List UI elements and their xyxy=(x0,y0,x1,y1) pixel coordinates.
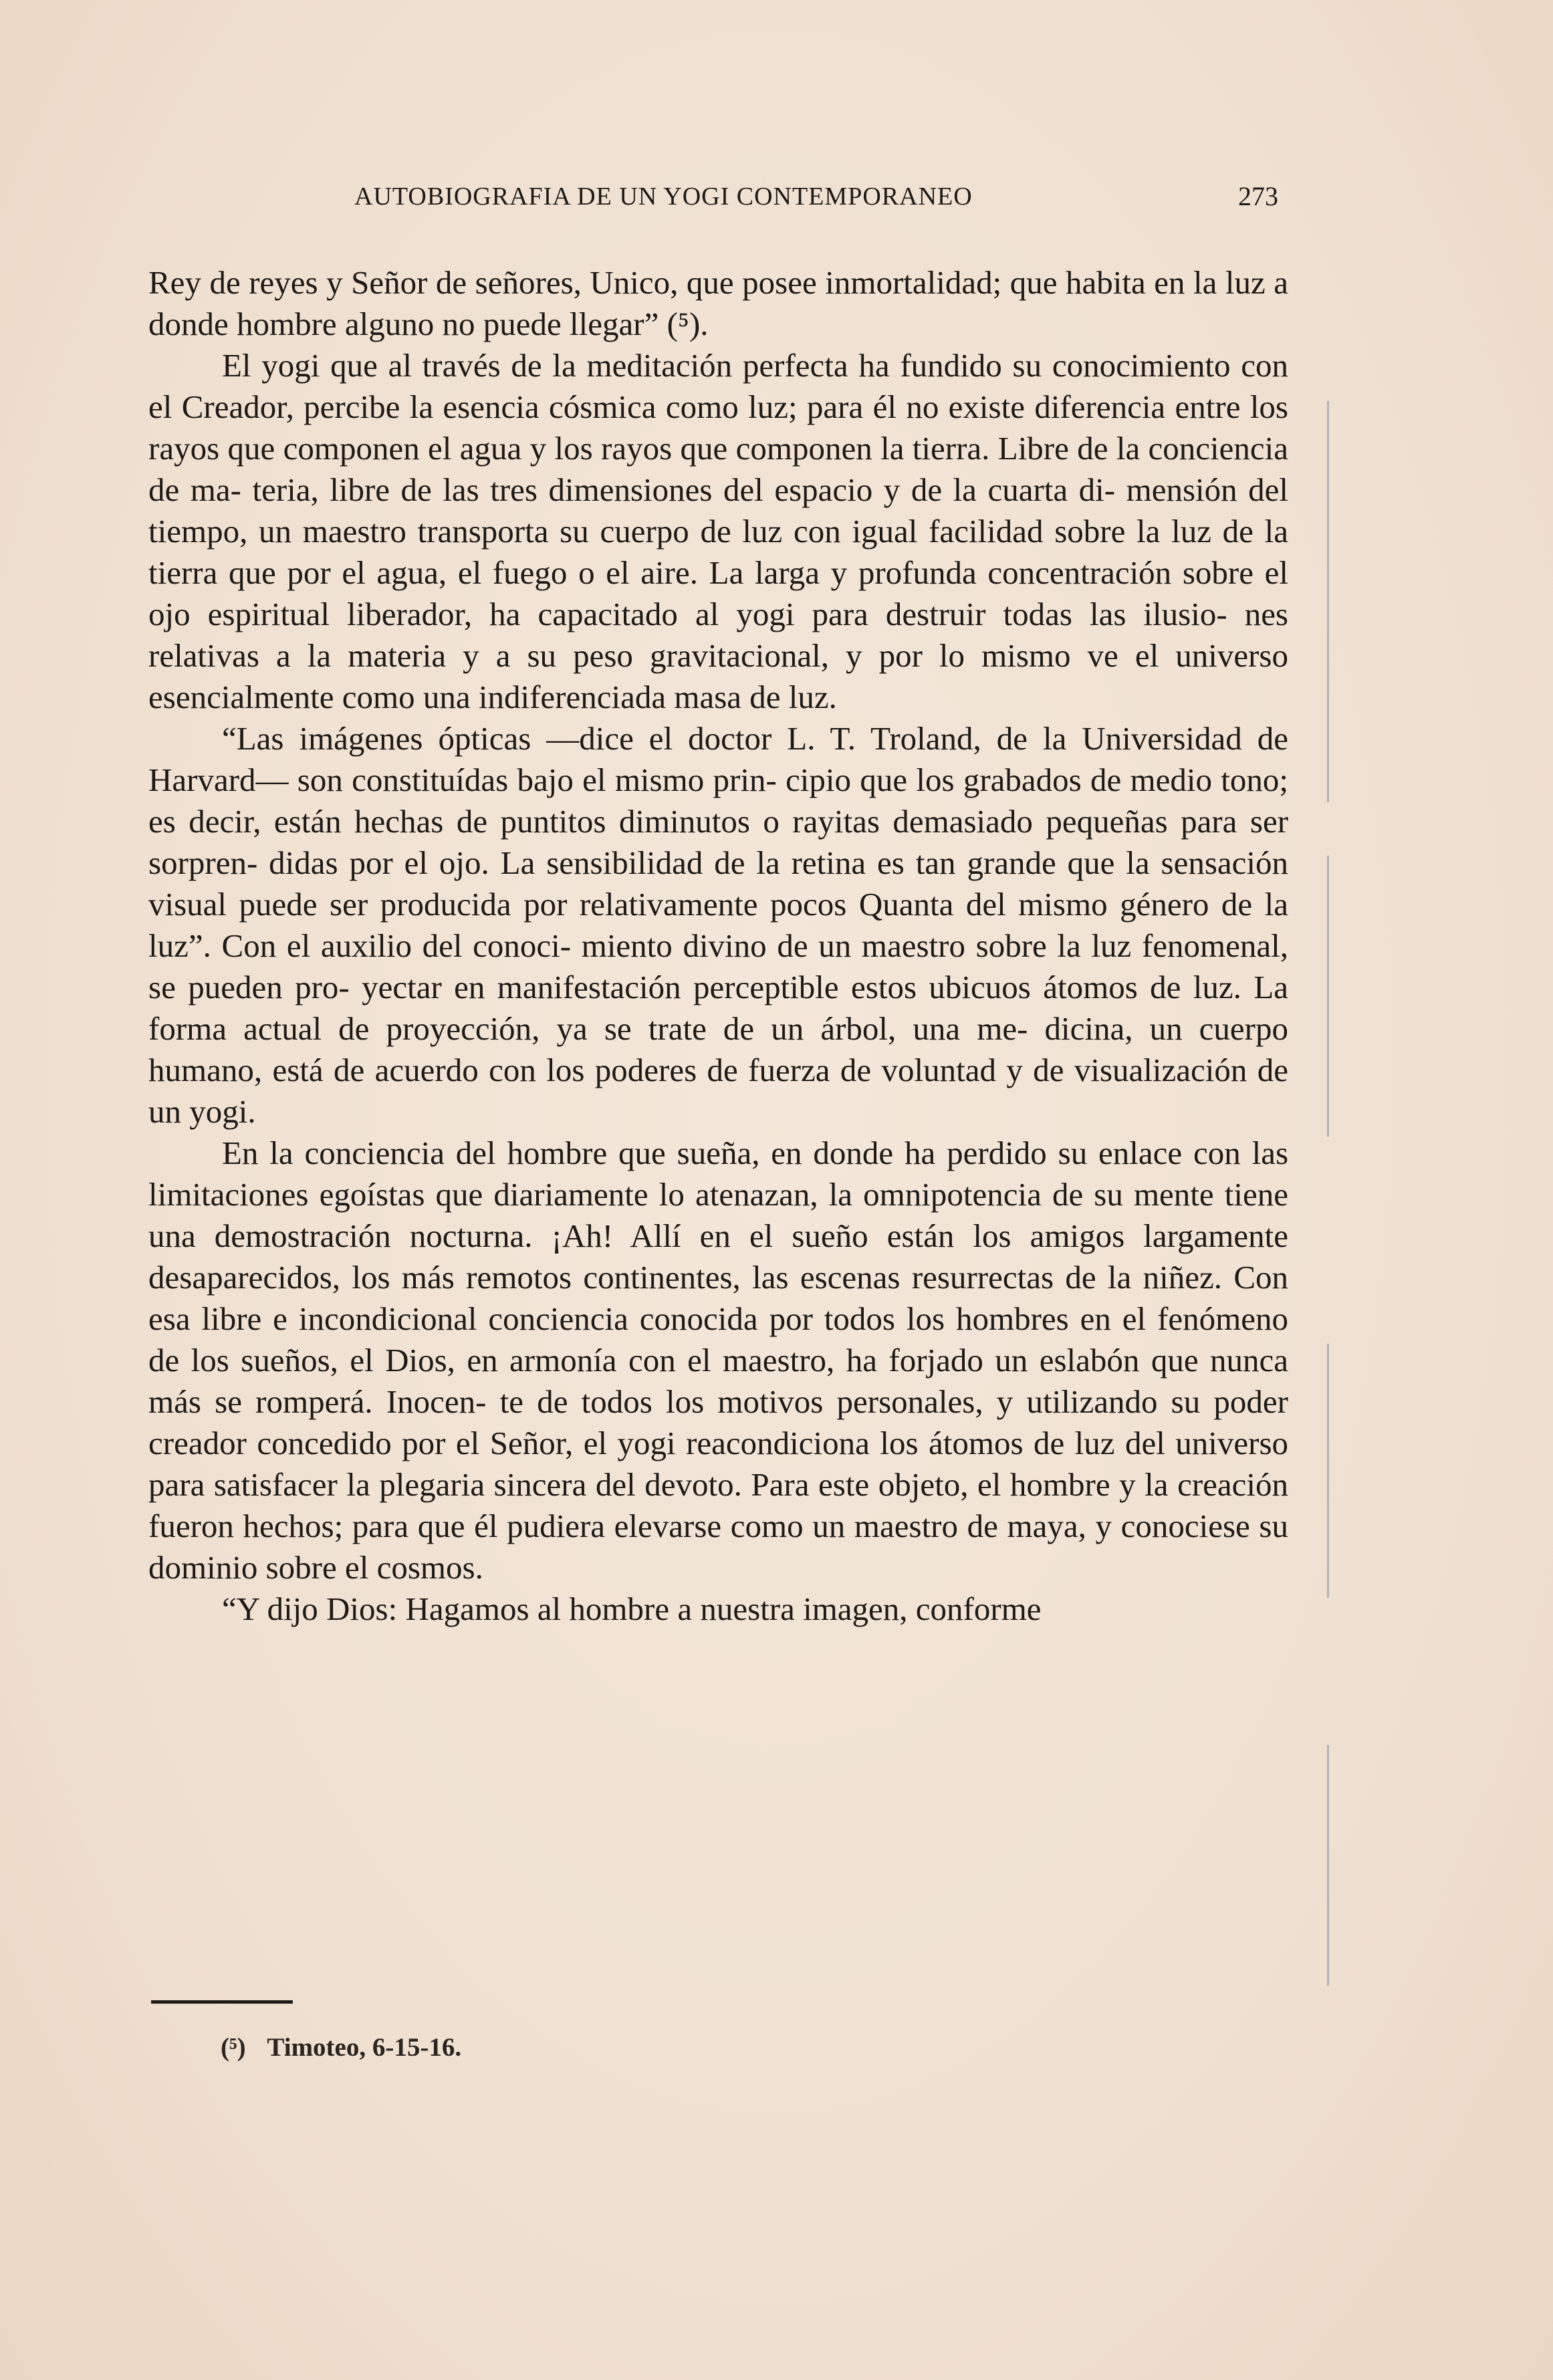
running-head: AUTOBIOGRAFIA DE UN YOGI CONTEMPORANEO xyxy=(354,183,973,211)
footnote-text: Timoteo, 6-15-16. xyxy=(267,2033,462,2062)
text-line: igual facilidad sobre la luz de la tierra que por el agua, el fuego xyxy=(148,513,1288,591)
text-line: la omnipotencia de su mente tiene una demostración nocturna. xyxy=(148,1176,1288,1254)
text-line: maestro, ha forjado un eslabón que nunca más se romperá. Inocen- xyxy=(148,1342,1288,1420)
margin-pencil-mark xyxy=(1327,1745,1329,1986)
text-line: dicina, un cuerpo humano, está de acuerdo con los poderes de xyxy=(148,1010,1288,1088)
text-line: te de todos los motivos personales, y utilizando su poder creador xyxy=(148,1383,1288,1461)
text-line: “Las imágenes ópticas —dice el doctor L. T. Troland, de la xyxy=(222,720,1067,757)
text-line: ¡Ah! Allí en el sueño están los amigos largamente desaparecidos, xyxy=(148,1217,1288,1296)
margin-pencil-mark xyxy=(1327,1344,1329,1598)
text-line: o el aire. La larga y profunda concentración sobre el ojo espiritual xyxy=(148,554,1288,632)
paragraph xyxy=(148,1588,1288,1630)
paragraph xyxy=(148,718,1288,1133)
footnote-marker: (⁵) xyxy=(221,2033,246,2062)
text-line: conocimiento con el Creador, percibe la esencia cósmica como luz; xyxy=(148,347,1289,425)
text-line: “Y dijo Dios: Hagamos al hombre a nuestra imagen, conforme xyxy=(222,1590,1042,1627)
text-line: En la conciencia del hombre que sueña, en donde ha perdido xyxy=(222,1135,1047,1171)
text-line: y los rayos que componen la tierra. Libre de la conciencia de ma- xyxy=(148,430,1289,508)
text-line: este objeto, el hombre y la creación fueron hechos; para que él xyxy=(148,1466,1288,1544)
margin-pencil-mark xyxy=(1327,401,1329,802)
footnote-divider xyxy=(151,2000,293,2004)
text-line: mismo ve el universo esencialmente como una indiferenciada masa xyxy=(148,637,1288,715)
text-line: los más remotos continentes, las escenas resurrectas de la niñez. xyxy=(352,1259,1222,1296)
body-text xyxy=(148,262,1288,1630)
text-line: teria, libre de las tres dimensiones del espacio y de la cuarta di- xyxy=(252,471,1116,508)
text-line: del universo para satisfacer la plegaria sincera del devoto. Para xyxy=(148,1425,1289,1503)
text-line: Con esa libre e incondicional conciencia conocida por todos los xyxy=(148,1259,1289,1337)
text-line: la sensación visual puede ser producida por relativamente pocos xyxy=(148,844,1289,923)
text-line: liberador, ha capacitado al yogi para destruir todas las ilusio- xyxy=(347,596,1227,632)
paragraph xyxy=(148,345,1288,718)
text-line: El yogi que al través de la meditación perfecta ha fundido su xyxy=(222,347,1042,384)
text-line: de luz. xyxy=(749,679,837,715)
text-line: didas por el ojo. La sensibilidad de la retina es tan grande que xyxy=(269,844,1115,881)
text-line: pudiera elevarse como un maestro de maya, y conociese su dominio xyxy=(148,1508,1288,1586)
text-line: hombres en el fenómeno de los sueños, el Dios, en armonía con el xyxy=(148,1300,1288,1379)
text-line: para él no existe diferencia entre los rayos que componen el agua xyxy=(148,388,1289,467)
text-line: La forma actual de proyección, ya se trate de un árbol, una me- xyxy=(148,969,1289,1047)
text-line: Quanta del mismo género de la luz”. Con el auxilio del conoci- xyxy=(148,886,1289,964)
text-line: concedido por el Señor, el yogi reacondiciona los átomos de luz xyxy=(257,1425,1115,1461)
text-line: nes relativas a la materia y a su peso gravitacional, y por lo xyxy=(148,596,1289,674)
text-line: sobre el cosmos. xyxy=(265,1549,483,1586)
paragraph xyxy=(148,1133,1288,1588)
paragraph xyxy=(148,262,1288,345)
text-line: Rey de reyes y Señor de señores, Unico, que posee inmortalidad; xyxy=(148,264,1002,301)
margin-pencil-mark xyxy=(1327,856,1329,1137)
footnote xyxy=(221,2032,461,2062)
text-line: puntitos diminutos o rayitas demasiado pequeñas para ser sorpren- xyxy=(148,803,1289,881)
page-number: 273 xyxy=(1238,181,1278,211)
text-line: mensión del tiempo, un maestro transporta su cuerpo de luz con xyxy=(148,471,1288,550)
text-line: cipio que los grabados de medio tono; es decir, están hechas de xyxy=(148,761,1289,840)
text-line: fuerza de voluntad y de visualización de un yogi. xyxy=(148,1052,1289,1130)
text-line: su enlace con las limitaciones egoístas que diariamente lo atenazan, xyxy=(148,1135,1289,1213)
text-line: yectar en manifestación perceptible estos ubicuos átomos de luz. xyxy=(362,969,1241,1005)
text-line: Universidad de Harvard— son constituídas bajo el mismo prin- xyxy=(148,720,1288,798)
text-line: miento divino de un maestro sobre la luz fenomenal, se pueden pro- xyxy=(148,927,1288,1005)
text-line: que habita en la luz a donde hombre alguno no puede llegar” (⁵). xyxy=(148,264,1288,342)
